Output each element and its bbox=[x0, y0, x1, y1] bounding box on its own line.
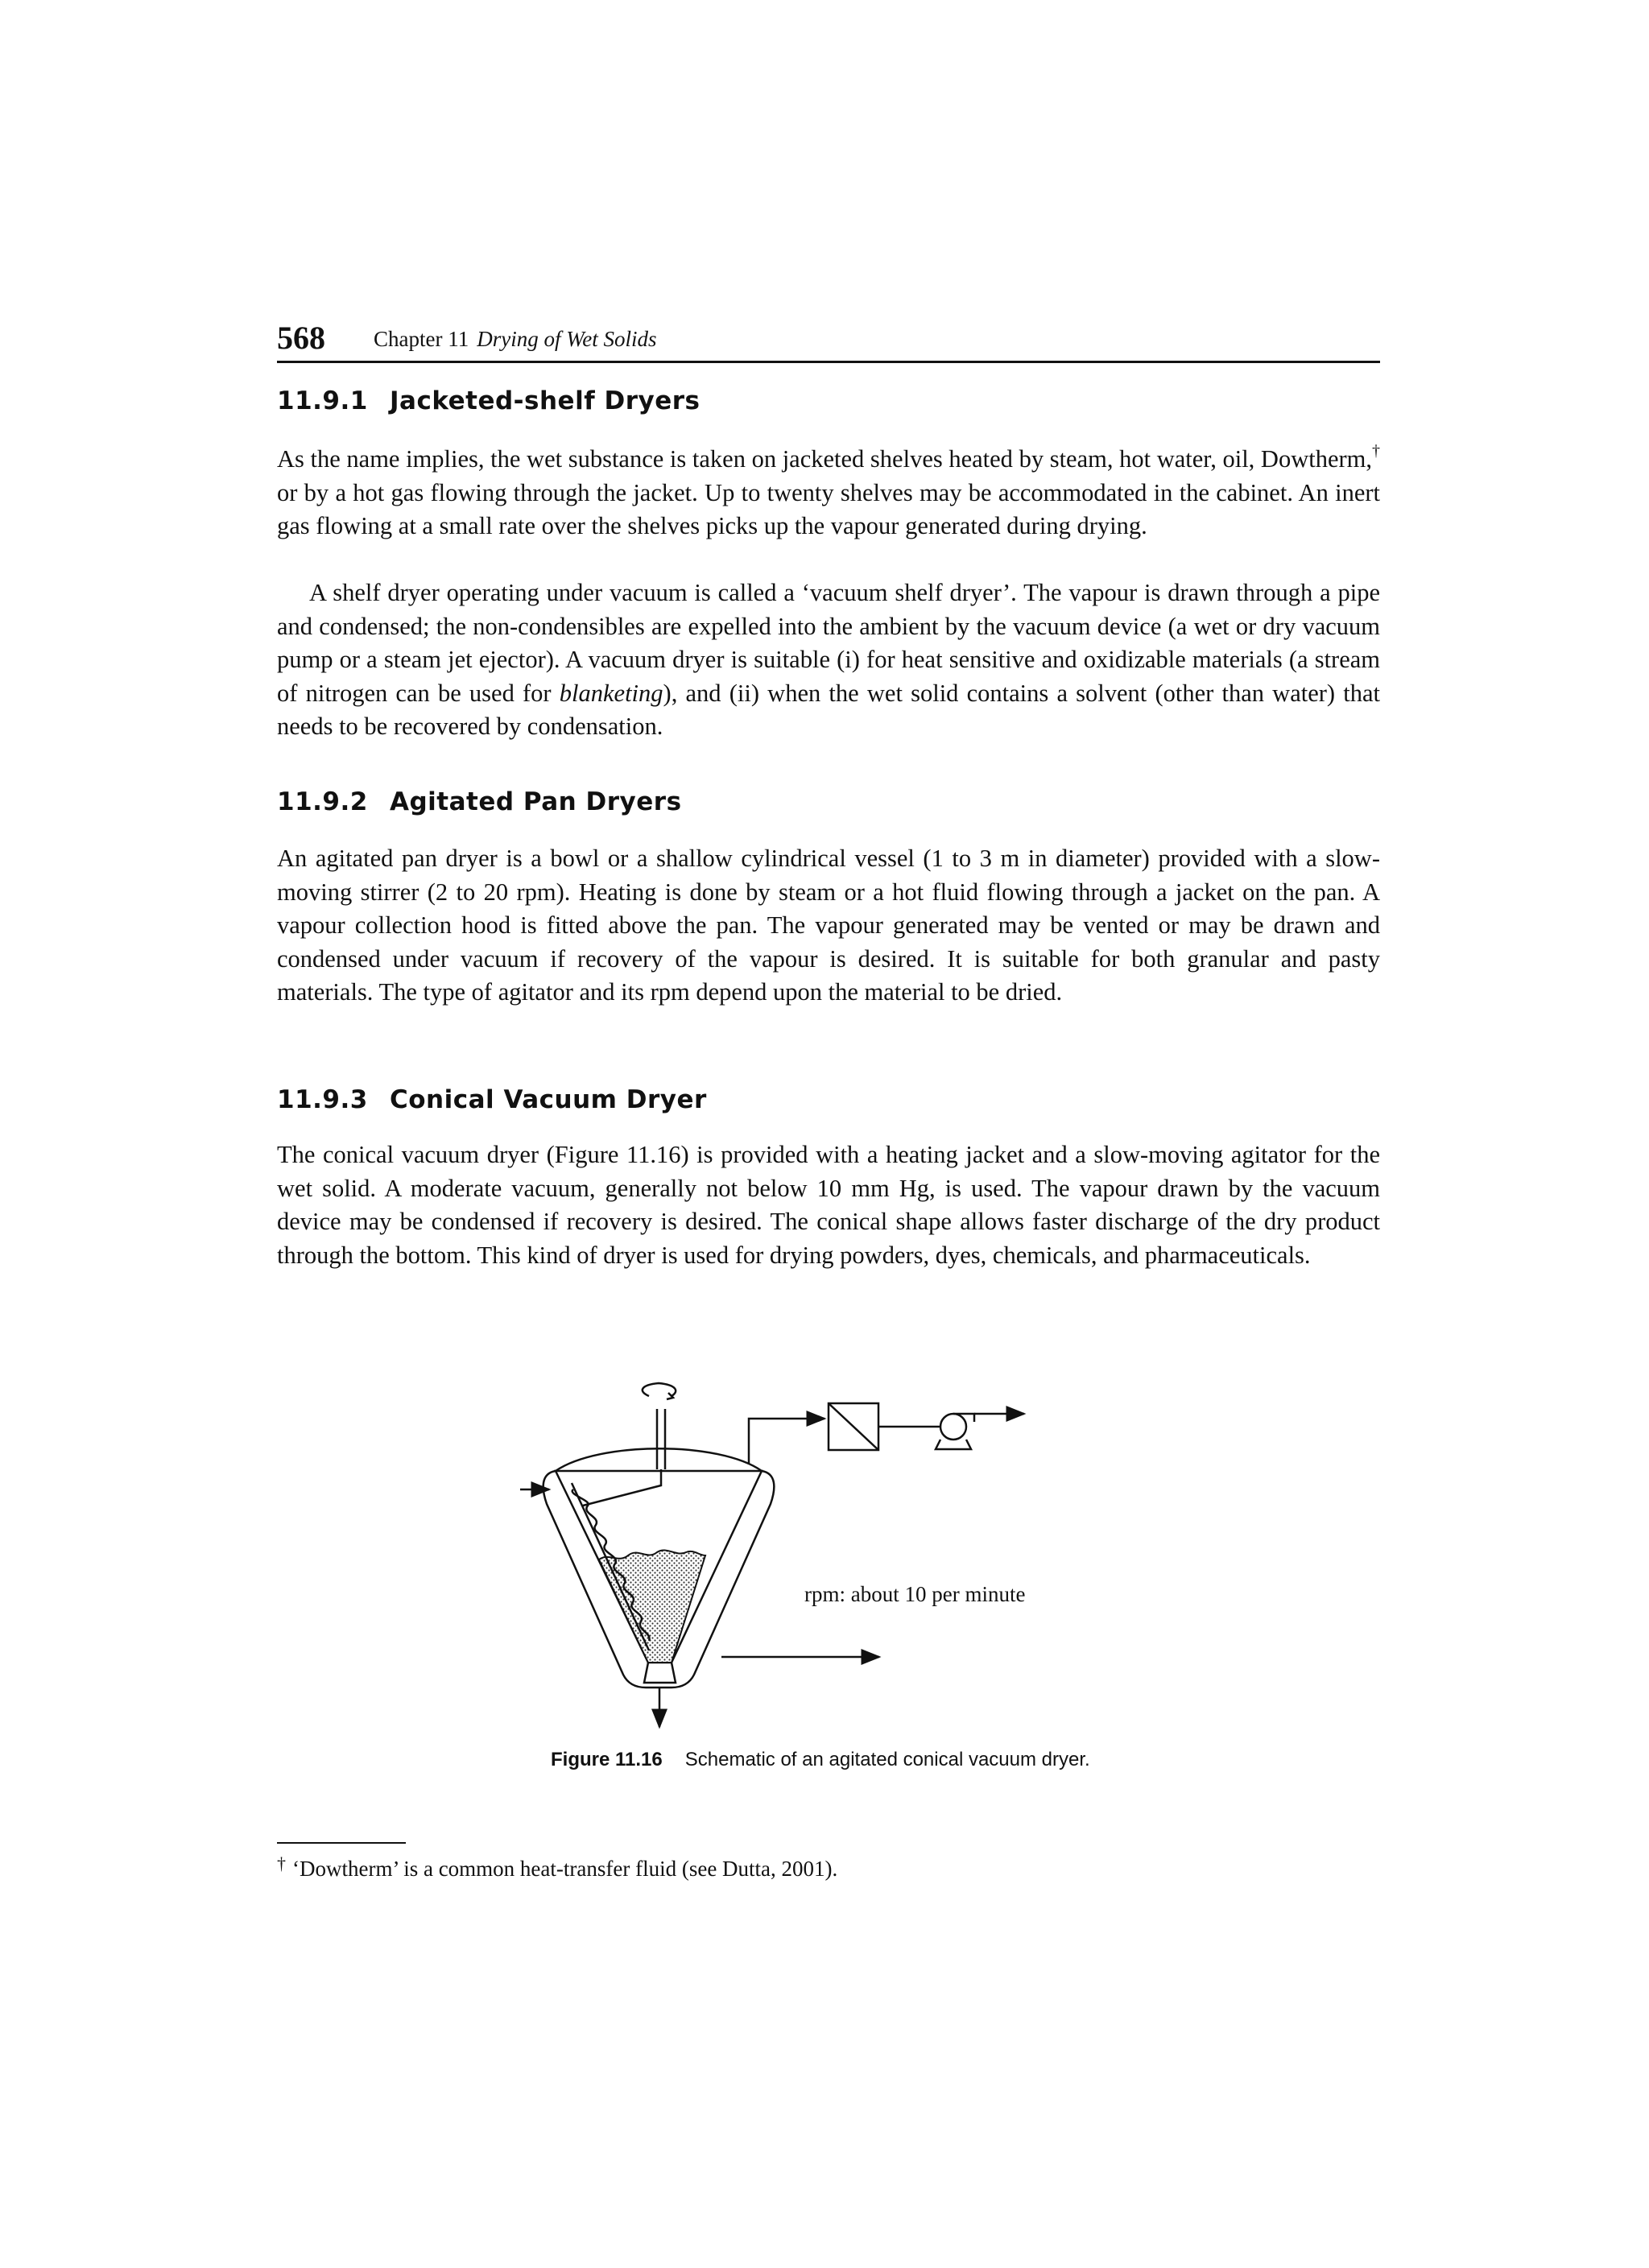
figure-caption bbox=[551, 1749, 1356, 1771]
condenser-diagonal bbox=[829, 1403, 878, 1450]
discharge-outlet bbox=[644, 1663, 676, 1683]
section-title: Jacketed-shelf Dryers bbox=[390, 386, 701, 415]
footnote-mark: † bbox=[277, 1853, 286, 1873]
figure-label: Figure 11.16 bbox=[551, 1749, 663, 1770]
footnote bbox=[277, 1853, 1380, 1882]
page bbox=[277, 0, 1380, 2268]
agitator-arm bbox=[583, 1469, 661, 1506]
chapter-title: Drying of Wet Solids bbox=[477, 327, 657, 351]
vacuum-pump-icon bbox=[940, 1414, 966, 1440]
paragraph-agitated-pan: An agitated pan dryer is a bowl or a shallow cylindrical vessel (1 to 3 m in diameter) provided with a slow-moving stirrer (2 to 20 rpm). Heating is done by steam or a hot fluid flowing through a jacket on the pan. A vapour collection hood is fitted above the pan. The vapour generated may be vented or may be drawn and condensed under vacuum if recovery of the vapour is desired. It is suitable for both granular and pasty materials. The type of agitator and its rpm depend upon the material to be dried. bbox=[277, 845, 1380, 1006]
paragraph-conical: The conical vacuum dryer (Figure 11.16) is provided with a heating jacket and a slow-moving agitator for the wet solid. A moderate vacuum, generally not below 10 mm Hg, is used. The vapour drawn by the vacuum device may be condensed if recovery is desired. The conical shape allows faster discharge of the dry product through the bottom. This kind of dryer is used for drying powders, dyes, chemicals, and pharmaceuticals. bbox=[277, 1141, 1380, 1269]
section-heading-11-9-1 bbox=[277, 386, 700, 415]
footnote-rule bbox=[277, 1842, 406, 1844]
section-number: 11.9.1 bbox=[277, 386, 368, 415]
conical-dryer-figure bbox=[277, 1345, 1380, 1763]
footnote-text: ‘Dowtherm’ is a common heat-transfer fluid (see Dutta, 2001). bbox=[292, 1857, 838, 1881]
section-heading-11-9-3 bbox=[277, 1085, 707, 1114]
section-heading-11-9-2 bbox=[277, 787, 682, 816]
rpm-label: rpm: about 10 per minute bbox=[804, 1582, 1026, 1606]
section-number: 11.9.2 bbox=[277, 787, 368, 816]
chapter-number: Chapter 11 bbox=[374, 327, 469, 351]
chapter-label bbox=[374, 327, 656, 352]
dagger-footnote-ref[interactable]: † bbox=[1372, 442, 1381, 460]
paragraph-jacketed-1: As the name implies, the wet substance is taken on jacketed shelves heated by steam, hot water, oil, Dowtherm,† or by a hot gas flowing through the jacket. Up to twenty shelves may be accommodated in the cabinet. An inert gas flowing at a small rate over the shelves picks up the vapour generated during drying. bbox=[277, 442, 1381, 539]
paragraph-jacketed-2: A shelf dryer operating under vacuum is called a ‘vacuum shelf dryer’. The vapour is drawn through a pipe and condensed; the non-condensibles are expelled into the ambient by the vacuum device (a wet or dry vacuum pump or a steam jet ejector). A vacuum dryer is suitable (i) for heat sensitive and oxidizable materials (a stream of nitrogen can be used for blanketing), and (ii) when the wet solid contains a solvent (other than water) that needs to be recovered by condensation. bbox=[277, 579, 1380, 740]
figure-caption-text: Schematic of an agitated conical vacuum dryer. bbox=[684, 1749, 1090, 1770]
section-number: 11.9.3 bbox=[277, 1085, 368, 1114]
section-title: Conical Vacuum Dryer bbox=[390, 1085, 707, 1114]
running-head bbox=[277, 319, 1380, 363]
section-title: Agitated Pan Dryers bbox=[390, 787, 682, 816]
page-number: 568 bbox=[277, 320, 325, 356]
vessel-lid bbox=[556, 1448, 762, 1471]
vacuum-line bbox=[749, 1419, 824, 1464]
product-charge bbox=[599, 1550, 705, 1663]
